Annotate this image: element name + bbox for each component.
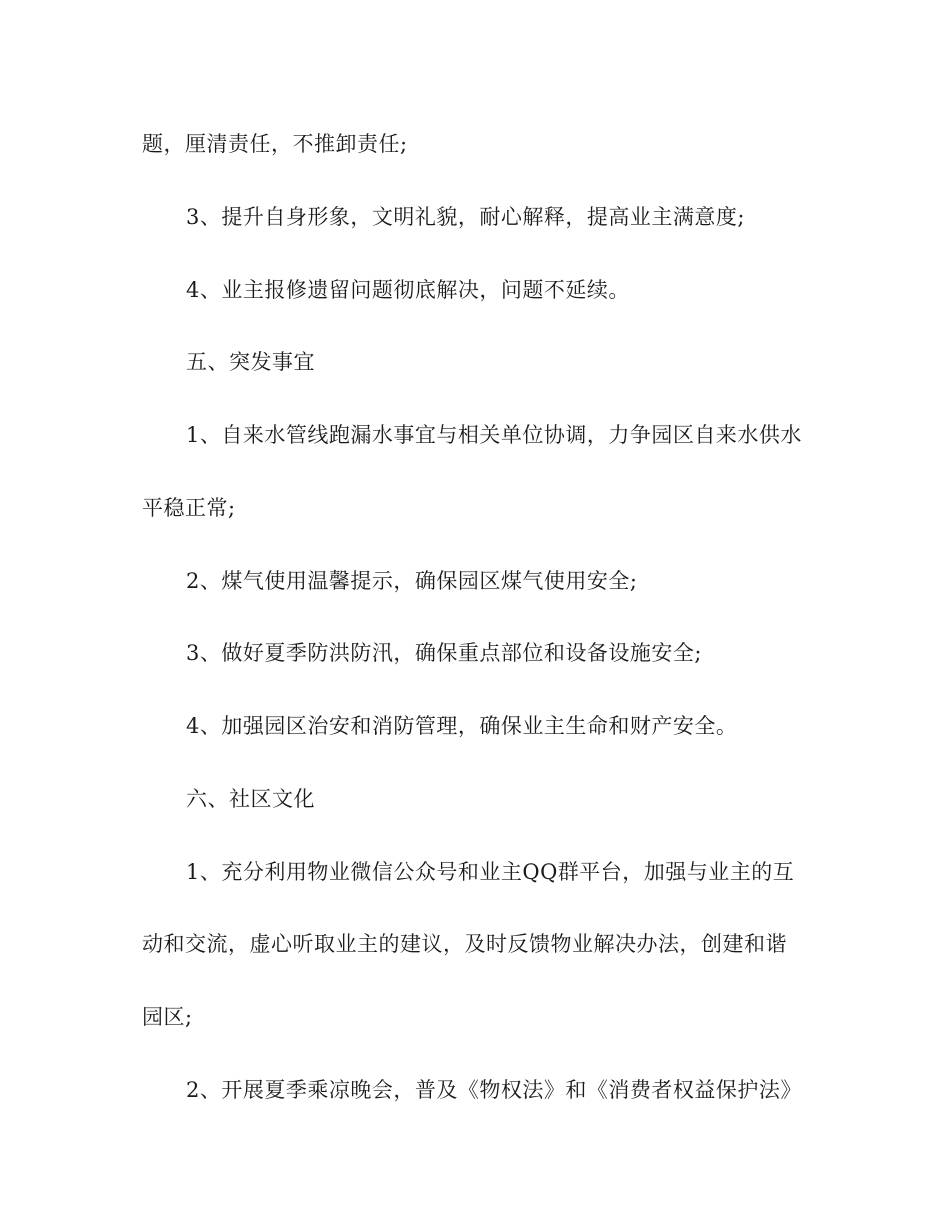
paragraph-line: 园区; <box>142 1005 193 1029</box>
paragraph-line: 2、开展夏季乘凉晚会，普及《物权法》和《消费者权益保护法》 <box>186 1078 802 1102</box>
paragraph-line: 3、做好夏季防洪防汛，确保重点部位和设备设施安全; <box>186 641 702 665</box>
paragraph-line: 平稳正常; <box>142 496 236 520</box>
section-heading: 五、突发事宜 <box>186 350 315 374</box>
paragraph-line: 4、加强园区治安和消防管理，确保业主生命和财产安全。 <box>186 714 738 738</box>
paragraph-line: 3、提升自身形象，文明礼貌，耐心解释，提高业主满意度; <box>186 205 745 229</box>
paragraph-line: 1、自来水管线跑漏水事宜与相关单位协调，力争园区自来水供水 <box>186 423 802 447</box>
paragraph-line: 动和交流，虚心听取业主的建议，及时反馈物业解决办法，创建和谐 <box>142 932 787 956</box>
paragraph-line: 题，厘清责任，不推卸责任; <box>142 132 408 156</box>
paragraph-line: 2、煤气使用温馨提示，确保园区煤气使用安全; <box>186 569 638 593</box>
paragraph-line: 1、充分利用物业微信公众号和业主QQ群平台，加强与业主的互 <box>186 860 795 884</box>
section-heading: 六、社区文化 <box>186 787 315 811</box>
paragraph-line: 4、业主报修遗留问题彻底解决，问题不延续。 <box>186 278 630 302</box>
